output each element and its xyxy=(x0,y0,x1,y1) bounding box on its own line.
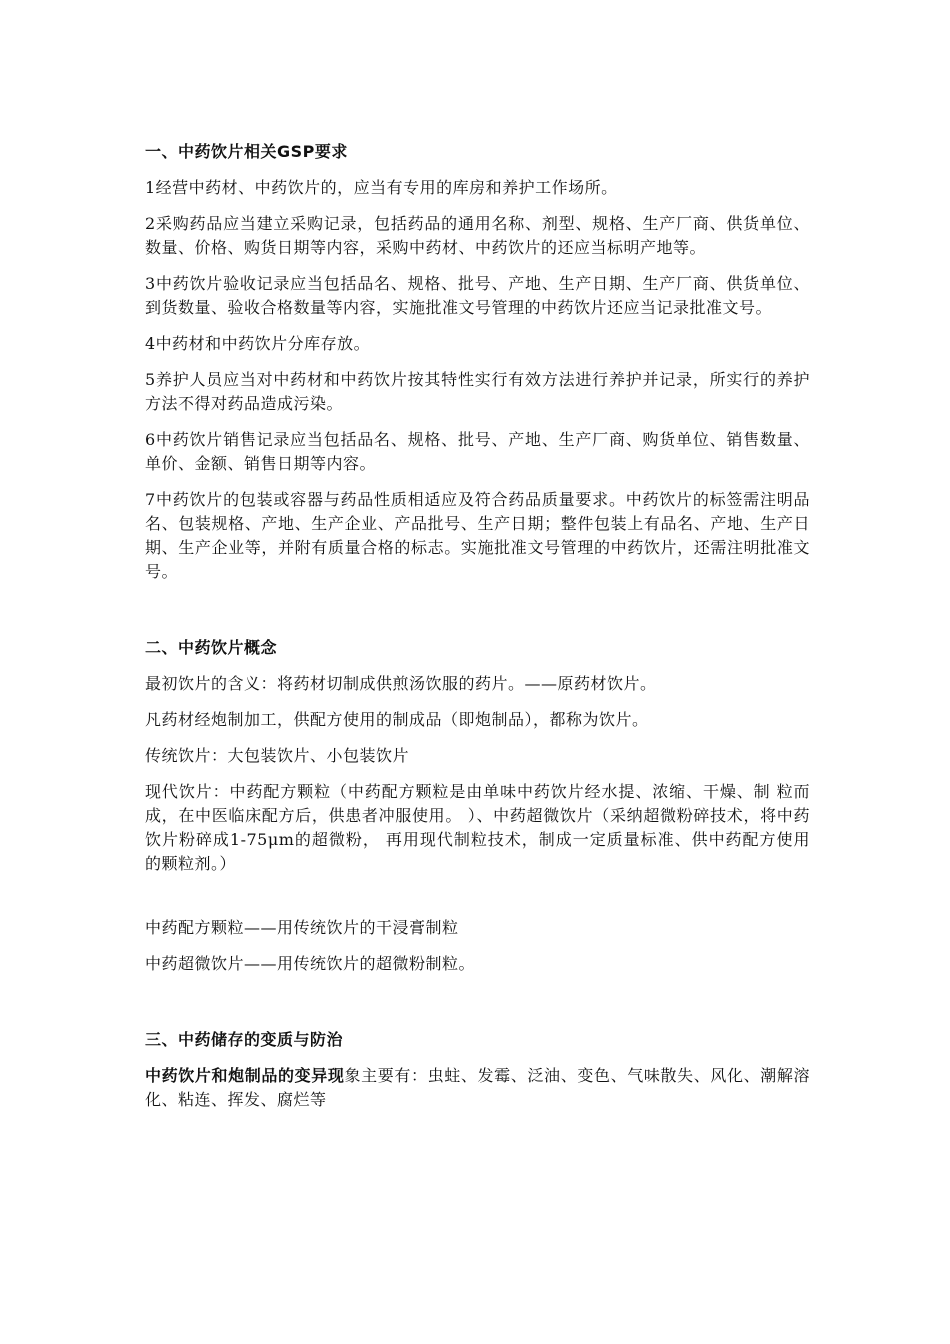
concept-note-1: 中药配方颗粒——用传统饮片的干浸膏制粒 xyxy=(145,918,459,937)
storage-lead-bold: 中药饮片和炮制品的变异现 xyxy=(145,1066,345,1085)
storage-paragraph xyxy=(145,1064,810,1112)
storage-lead-rest: 象主要有：虫蛀、发霉、泛油、变色、气味散失、风化、潮解溶化、粘连、挥发、腐烂等 xyxy=(145,1066,810,1109)
concept-paragraph-1: 最初饮片的含义：将药材切制成供煎汤饮服的药片。——原药材饮片。 xyxy=(145,674,657,693)
gsp-item-5: 5养护人员应当对中药材和中药饮片按其特性实行有效方法进行养护并记录，所实行的养护方法不得对药品造成污染。 xyxy=(145,370,810,413)
section-spacer xyxy=(145,988,810,1028)
gsp-item-4: 4中药材和中药饮片分库存放。 xyxy=(145,334,371,353)
gsp-item-1: 1经营中药材、中药饮片的，应当有专用的库房和养护工作场所。 xyxy=(145,178,618,197)
concept-paragraph-3: 传统饮片：大包装饮片、小包装饮片 xyxy=(145,746,410,765)
gsp-item-2: 2采购药品应当建立采购记录，包括药品的通用名称、剂型、规格、生产厂商、供货单位、数量、价格、购货日期等内容，采购中药材、中药饮片的还应当标明产地等。 xyxy=(145,214,810,257)
paragraph-spacer xyxy=(145,888,810,916)
gsp-item-7: 7中药饮片的包装或容器与药品性质相适应及符合药品质量要求。中药饮片的标签需注明品名、包装规格、产地、生产企业、产品批号、生产日期；整件包装上有品名、产地、生产日期、生产企业等，并附有质量合格的标志。实施批准文号管理的中药饮片，还需注明批准文号。 xyxy=(145,490,810,581)
gsp-item-6: 6中药饮片销售记录应当包括品名、规格、批号、产地、生产厂商、购货单位、销售数量、单价、金额、销售日期等内容。 xyxy=(145,430,810,473)
section-2-heading: 二、中药饮片概念 xyxy=(145,638,278,657)
concept-paragraph-2: 凡药材经炮制加工，供配方使用的制成品（即炮制品），都称为饮片。 xyxy=(145,710,649,729)
document-body xyxy=(145,140,810,1124)
concept-paragraph-4: 现代饮片：中药配方颗粒（中药配方颗粒是由单味中药饮片经水提、浓缩、干燥、制 粒而成，在中医临床配方后，供患者冲服使用。 ）、中药超微饮片（采纳超微粉碎技术，将中药饮片粉碎成1-75μm的超微粉， 再用现代制粒技术，制成一定质量标准、供中药配方使用 的颗粒剂。） xyxy=(145,782,810,873)
concept-note-2: 中药超微饮片——用传统饮片的超微粉制粒。 xyxy=(145,954,476,973)
section-3-heading: 三、中药储存的变质与防治 xyxy=(145,1030,344,1049)
section-spacer xyxy=(145,596,810,636)
gsp-item-3: 3中药饮片验收记录应当包括品名、规格、批号、产地、生产日期、生产厂商、供货单位、到货数量、验收合格数量等内容，实施批准文号管理的中药饮片还应当记录批准文号。 xyxy=(145,274,810,317)
section-1-heading: 一、中药饮片相关GSP要求 xyxy=(145,142,348,161)
